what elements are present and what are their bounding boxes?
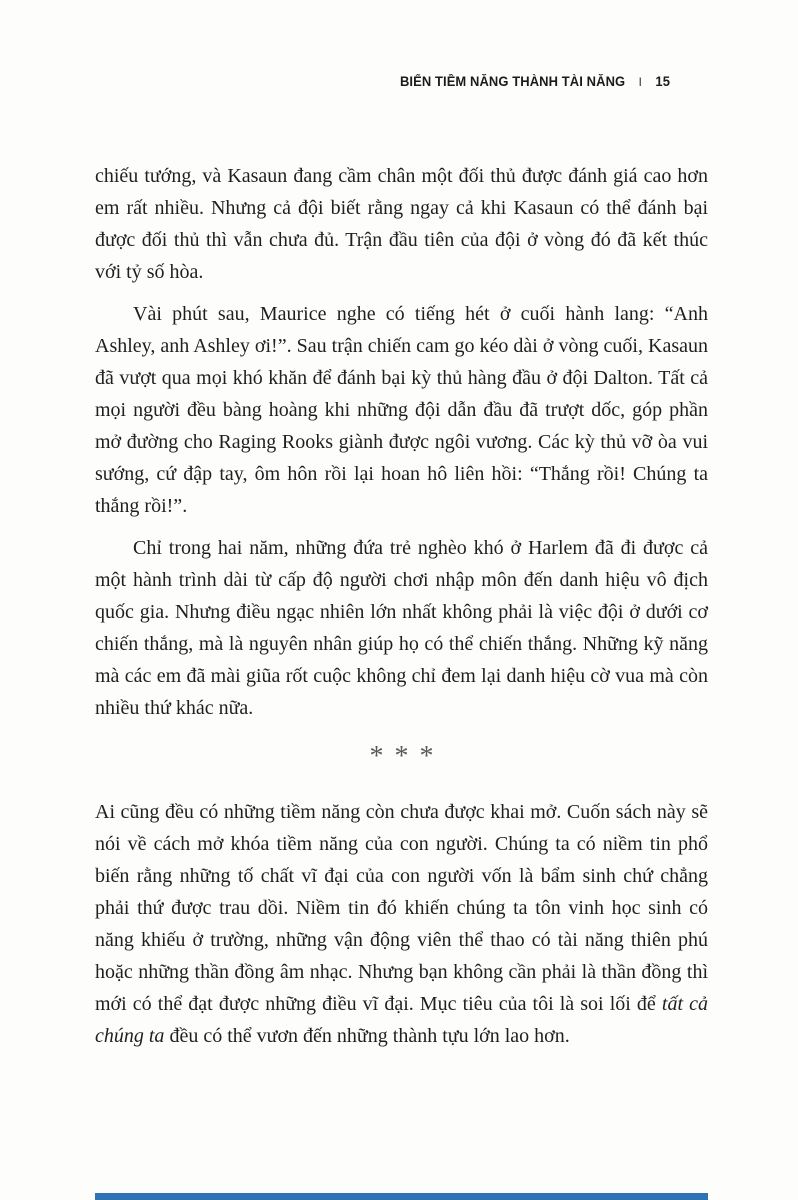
page-body-text bbox=[95, 160, 708, 1062]
running-title: BIẾN TIỀM NĂNG THÀNH TÀI NĂNG bbox=[399, 74, 626, 89]
header-divider: I bbox=[638, 75, 642, 89]
paragraph bbox=[95, 298, 708, 522]
paragraph-text: Vài phút sau, Maurice nghe có tiếng hét ở cuối hành lang: “Anh Ashley, anh Ashley ơi!”. Sau trận chiến cam go kéo dài ở vòng cuối, Kasaun đã vượt qua mọi khó khăn để đánh bại kỳ thủ hàng đầu ở đội Dalton. Tất cả mọi người đều bàng hoàng khi những đội dẫn đầu đã trượt dốc, góp phần mở đường cho Raging Rooks giành được ngôi vương. Các kỳ thủ vỡ òa vui sướng, cứ đập tay, ôm hôn rồi lại hoan hô liên hồi: “Thắng rồi! Chúng ta thắng rồi!”. bbox=[95, 303, 708, 517]
paragraph bbox=[95, 160, 708, 288]
paragraphs-top bbox=[95, 160, 708, 724]
footer-accent-bar bbox=[95, 1193, 708, 1200]
section-break: *** bbox=[369, 741, 445, 772]
paragraph-text: chiếu tướng, và Kasaun đang cầm chân một đối thủ được đánh giá cao hơn em rất nhiều. Nhưng cả đội biết rằng ngay cả khi Kasaun có thể đánh bại được đối thủ thì vẫn chưa đủ. Trận đầu tiên của đội ở vòng đó đã kết thúc với tỷ số hòa. bbox=[95, 165, 708, 283]
page-header bbox=[118, 74, 670, 89]
paragraph bbox=[95, 796, 708, 1052]
paragraphs-bottom bbox=[95, 796, 708, 1052]
paragraph-text: đều có thể vươn đến những thành tựu lớn lao hơn. bbox=[164, 1025, 570, 1047]
paragraph bbox=[95, 532, 708, 724]
paragraph-text-italic: tất cả chúng ta bbox=[95, 993, 708, 1047]
paragraph-text: Ai cũng đều có những tiềm năng còn chưa được khai mở. Cuốn sách này sẽ nói về cách mở khóa tiềm năng của con người. Chúng ta có niềm tin phổ biến rằng những tố chất vĩ đại của con người vốn là bẩm sinh chứ chẳng phải thứ được trau dồi. Niềm tin đó khiến chúng ta tôn vinh học sinh có năng khiếu ở trường, những vận động viên thể thao có tài năng thiên phú hoặc những thần đồng âm nhạc. Nhưng bạn không cần phải là thần đồng thì mới có thể đạt được những điều vĩ đại. Mục tiêu của tôi là soi lối để bbox=[95, 801, 708, 1015]
page-number: 15 bbox=[655, 74, 670, 89]
paragraph-text: Chỉ trong hai năm, những đứa trẻ nghèo khó ở Harlem đã đi được cả một hành trình dài từ cấp độ người chơi nhập môn đến danh hiệu vô địch quốc gia. Nhưng điều ngạc nhiên lớn nhất không phải là việc đội ở dưới cơ chiến thắng, mà là nguyên nhân giúp họ có thể chiến thắng. Những kỹ năng mà các em đã mài giũa rốt cuộc không chỉ đem lại danh hiệu cờ vua mà còn nhiều thứ khác nữa. bbox=[95, 537, 708, 719]
